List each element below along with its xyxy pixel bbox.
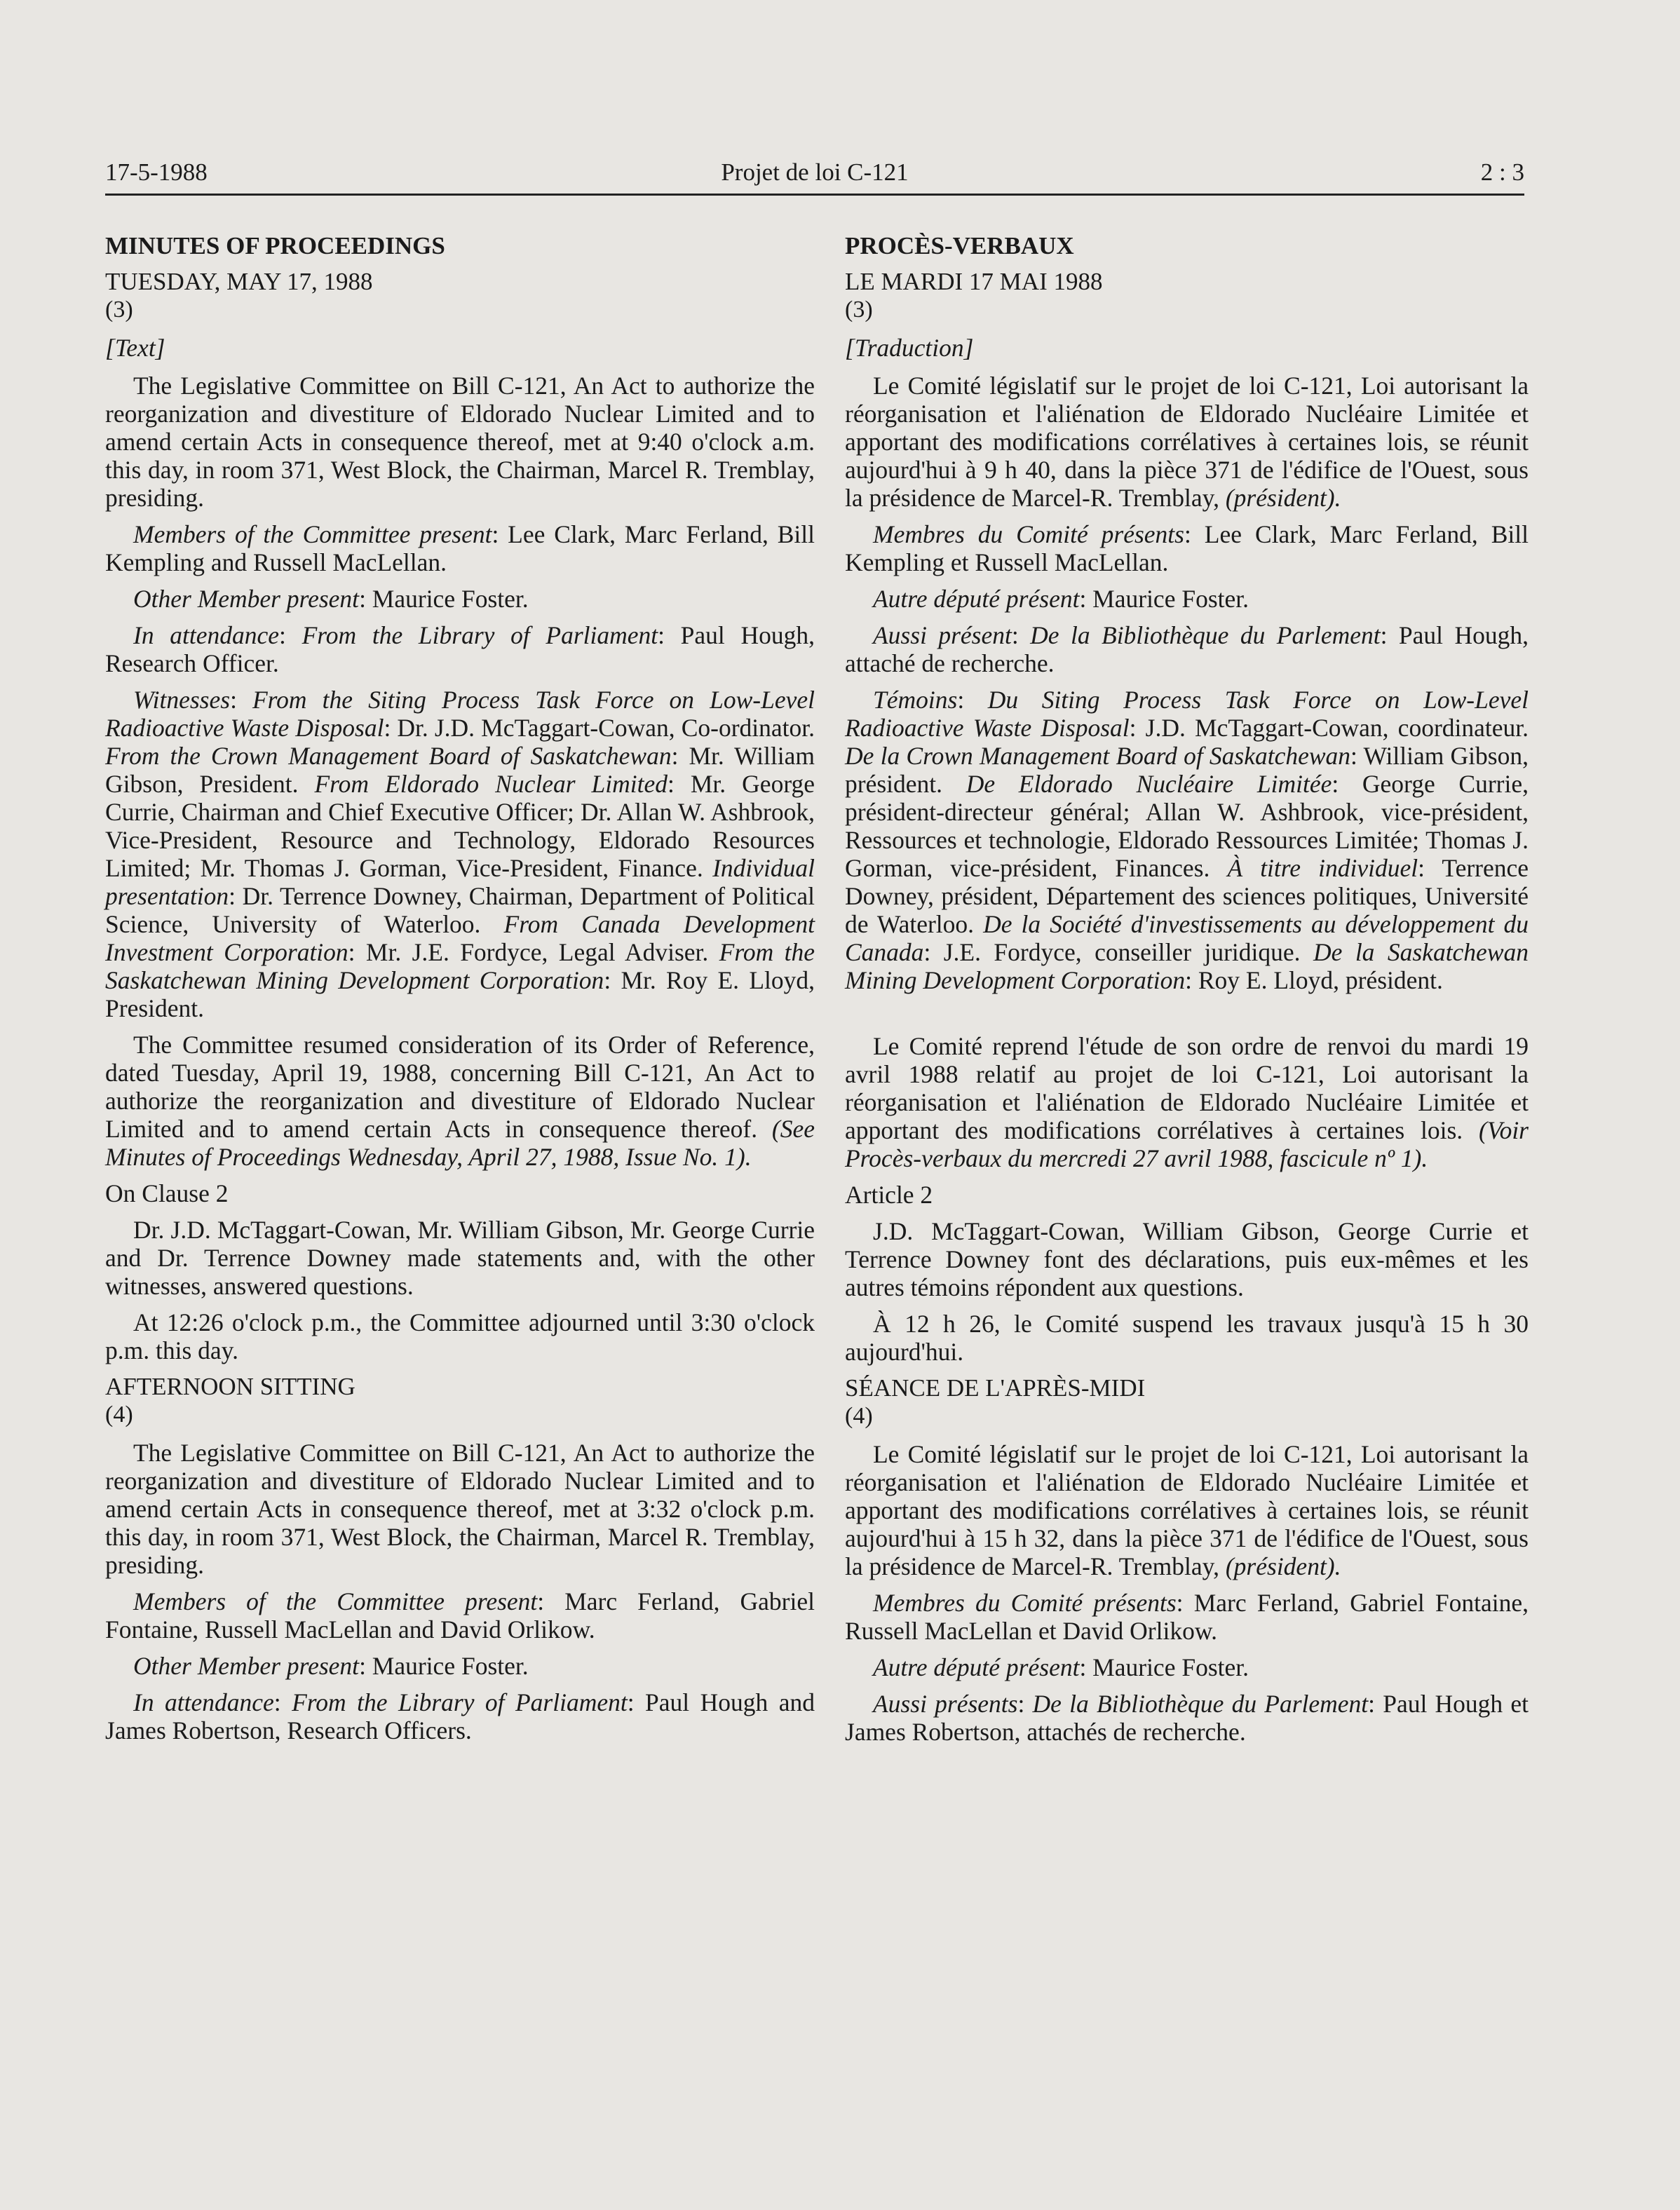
adjourn-paragraph-fr: À 12 h 26, le Comité suspend les travaux jusqu'à 15 h 30 aujourd'hui.	[845, 1310, 1529, 1366]
other-member-present-fr	[845, 585, 1529, 613]
attendance-colon-fr: :	[1011, 621, 1031, 649]
other-member-text-fr: : Maurice Foster.	[1079, 585, 1249, 613]
attendance-label: In attendance	[133, 621, 280, 649]
members-present-fr	[845, 520, 1529, 576]
order-of-reference-fr	[845, 1032, 1529, 1172]
header-title: Projet de loi C-121	[721, 158, 909, 186]
members-text: : Lee Clark, Marc Ferland, Bill Kempling and Russell MacLellan.	[105, 520, 815, 576]
witness-text-4: : Dr. Terrence Downey, Chairman, Department of Political Science, University of Waterloo.	[105, 882, 815, 938]
witnesses-colon-fr: :	[957, 686, 988, 714]
attendance-label-2-fr: Aussi présents	[873, 1690, 1018, 1718]
witness-text-5-fr: : J.E. Fordyce, conseiller juridique.	[923, 938, 1313, 966]
members-present-2-fr	[845, 1589, 1529, 1645]
attendance-colon-2: :	[273, 1688, 292, 1716]
witness-org-4-fr: À titre individuel	[1227, 854, 1418, 882]
attendance-colon-2-fr: :	[1017, 1690, 1033, 1718]
attendance-label-2: In attendance	[133, 1688, 274, 1716]
witness-text-3-fr: : George Currie, président-directeur général; Allan W. Ashbrook, vice-président, Ressources et technologie, Eldorado Ressources Limitée; Thomas J. Gorman, vice-président, Finances.	[845, 770, 1529, 882]
order-ref-fr: (Voir Procès-verbaux du mercredi 27 avril 1988, fascicule nº 1).	[845, 1116, 1529, 1172]
opening-paragraph-fr	[845, 372, 1529, 512]
attendance-colon: :	[279, 621, 302, 649]
witnesses-label-fr: Témoins	[873, 686, 958, 714]
witness-org-6-fr: De la Saskatchewan Mining Development Corporation	[845, 938, 1529, 994]
members-present-2	[105, 1587, 815, 1643]
other-member-label-fr: Autre député présent	[873, 585, 1080, 613]
text-tag: [Text]	[105, 334, 165, 362]
attendance-from: From the Library of Parliament	[302, 621, 658, 649]
witness-org-1: From the Siting Process Task Force on Low-Level Radioactive Waste Disposal	[105, 686, 815, 742]
witness-text-6: : Mr. Roy E. Lloyd, President.	[105, 966, 815, 1022]
afternoon-heading: AFTERNOON SITTING	[105, 1373, 355, 1400]
witness-org-3-fr: De Eldorado Nucléaire Limitée	[966, 770, 1332, 798]
french-column	[845, 231, 1529, 1754]
in-attendance-2-fr	[845, 1690, 1529, 1746]
attendance-text-fr: : Paul Hough, attaché de recherche.	[845, 621, 1529, 677]
afternoon-text-fr: Le Comité législatif sur le projet de loi C-121, Loi autorisant la réorganisation et l'aliénation de Eldorado Nucléaire Limitée et apportant des modifications corrélatives à certaines lois, se réunit aujourd'hui à 15 h 32, dans la pièce 371 de l'édifice de l'Ouest, sous la présidence de Marcel-R. Tremblay,	[845, 1440, 1529, 1580]
other-member-label: Other Member present	[133, 585, 360, 613]
statements-paragraph-fr: J.D. McTaggart-Cowan, William Gibson, George Currie et Terrence Downey font des déclarations, puis eux-mêmes et les autres témoins répondent aux questions.	[845, 1217, 1529, 1301]
afternoon-heading-fr: SÉANCE DE L'APRÈS-MIDI	[845, 1374, 1146, 1402]
attendance-from-2: From the Library of Parliament	[292, 1688, 628, 1716]
order-of-reference	[105, 1031, 815, 1171]
proces-verbaux-heading: PROCÈS-VERBAUX	[845, 232, 1074, 259]
other-member-present	[105, 585, 815, 613]
witness-org-5-fr: De la Société d'investissements au développement du Canada	[845, 910, 1529, 966]
afternoon-opening: The Legislative Committee on Bill C-121, An Act to authorize the reorganization and divestiture of Eldorado Nuclear Limited and to amend certain Acts in consequence thereof, met at 3:32 o'clock p.m. this day, in room 371, West Block, the Chairman, Marcel R. Tremblay, presiding.	[105, 1439, 815, 1579]
members-label-2: Members of the Committee present	[133, 1587, 538, 1615]
witness-text-5: : Mr. J.E. Fordyce, Legal Adviser.	[348, 938, 719, 966]
witness-org-2-fr: De la Crown Management Board of Saskatchewan	[845, 742, 1351, 770]
members-label-fr: Membres du Comité présents	[873, 520, 1184, 548]
other-member-label-2-fr: Autre député présent	[873, 1653, 1080, 1681]
order-text: The Committee resumed consideration of its Order of Reference, dated Tuesday, April 19, 1988, concerning Bill C-121, An Act to authorize the reorganization and divestiture of Eldorado Nuclear Limited and to amend certain Acts in consequence thereof.	[105, 1031, 815, 1143]
members-label: Members of the Committee present	[133, 520, 492, 548]
afternoon-opening-fr	[845, 1440, 1529, 1580]
attendance-text-2-fr: : Paul Hough et James Robertson, attachés de recherche.	[845, 1690, 1529, 1746]
witness-org-4: Individual presentation	[105, 854, 815, 910]
witness-org-1-fr: Du Siting Process Task Force on Low-Level Radioactive Waste Disposal	[845, 686, 1529, 742]
opening-paragraph: The Legislative Committee on Bill C-121, An Act to authorize the reorganization and divestiture of Eldorado Nuclear Limited and to amend certain Acts in consequence thereof, met at 9:40 o'clock a.m. this day, in room 371, West Block, the Chairman, Marcel R. Tremblay, presiding.	[105, 372, 815, 512]
other-member-text-2: : Maurice Foster.	[359, 1652, 529, 1680]
members-text-2-fr: : Marc Ferland, Gabriel Fontaine, Russell MacLellan et David Orlikow.	[845, 1589, 1529, 1645]
other-member-text-2-fr: : Maurice Foster.	[1079, 1653, 1249, 1681]
meeting-number: (3)	[105, 297, 133, 323]
opening-end-fr: (président).	[1225, 484, 1341, 512]
other-member-text: : Maurice Foster.	[359, 585, 529, 613]
afternoon-number-fr: (4)	[845, 1403, 873, 1429]
witness-text-1-fr: : J.D. McTaggart-Cowan, coordinateur.	[1129, 714, 1529, 742]
members-text-fr: : Lee Clark, Marc Ferland, Bill Kempling et Russell MacLellan.	[845, 520, 1529, 576]
attendance-text: : Paul Hough, Research Officer.	[105, 621, 815, 677]
witnesses	[105, 686, 815, 1022]
translation-tag: [Traduction]	[845, 334, 974, 362]
meeting-number-fr: (3)	[845, 297, 873, 323]
page-header	[105, 158, 1524, 195]
in-attendance	[105, 621, 815, 677]
witness-org-2: From the Crown Management Board of Saskatchewan	[105, 742, 672, 770]
witnesses-label: Witnesses	[133, 686, 231, 714]
paragraph-gap	[845, 1003, 1529, 1032]
witnesses-colon: :	[230, 686, 252, 714]
members-label-2-fr: Membres du Comité présents	[873, 1589, 1177, 1617]
header-page-number: 2 : 3	[1480, 158, 1524, 186]
attendance-label-fr: Aussi présent	[873, 621, 1012, 649]
attendance-from-2-fr: De la Bibliothèque du Parlement	[1032, 1690, 1369, 1718]
afternoon-number: (4)	[105, 1402, 133, 1428]
in-attendance-fr	[845, 621, 1529, 677]
witness-text-4-fr: : Terrence Downey, président, Département des sciences politiques, Université de Waterloo.	[845, 854, 1529, 938]
witness-text-3: : Mr. George Currie, Chairman and Chief Executive Officer; Dr. Allan W. Ashbrook, Vice-President, Resource and Technology, Eldorado Resources Limited; Mr. Thomas J. Gorman, Vice-President, Finance.	[105, 770, 815, 882]
witness-text-1: : Dr. J.D. McTaggart-Cowan, Co-ordinator.	[384, 714, 815, 742]
english-column	[105, 231, 815, 1753]
minutes-heading: MINUTES OF PROCEEDINGS	[105, 232, 445, 259]
order-ref: (See Minutes of Proceedings Wednesday, April 27, 1988, Issue No. 1).	[105, 1115, 815, 1171]
opening-text-fr: Le Comité législatif sur le projet de loi C-121, Loi autorisant la réorganisation et l'aliénation de Eldorado Nucléaire Limitée et apportant des modifications corrélatives à certaines lois, se réunit aujourd'hui à 9 h 40, dans la pièce 371 de l'édifice de l'Ouest, sous la présidence de Marcel-R. Tremblay,	[845, 372, 1529, 512]
meeting-date-fr: LE MARDI 17 MAI 1988	[845, 268, 1103, 295]
witness-org-5: From Canada Development Investment Corporation	[105, 910, 815, 966]
witness-text-6-fr: : Roy E. Lloyd, président.	[1185, 966, 1443, 994]
witness-org-3: From Eldorado Nuclear Limited	[314, 770, 668, 798]
witness-text-2-fr: : William Gibson, président.	[845, 742, 1529, 798]
other-member-present-2-fr	[845, 1653, 1529, 1681]
afternoon-end-fr: (président).	[1225, 1552, 1341, 1580]
witnesses-fr	[845, 686, 1529, 994]
attendance-text-2: : Paul Hough and James Robertson, Research Officers.	[105, 1688, 815, 1744]
adjourn-paragraph: At 12:26 o'clock p.m., the Committee adjourned until 3:30 o'clock p.m. this day.	[105, 1308, 815, 1364]
clause-label-fr: Article 2	[845, 1181, 933, 1209]
other-member-label-2: Other Member present	[133, 1652, 360, 1680]
order-text-fr: Le Comité reprend l'étude de son ordre de renvoi du mardi 19 avril 1988 relatif au projet de loi C-121, Loi autorisant la réorganisation et l'aliénation de Eldorado Nucléaire Limitée et apportant des modifications corrélatives à certaines lois.	[845, 1032, 1529, 1144]
clause-label: On Clause 2	[105, 1179, 229, 1207]
attendance-from-fr: De la Bibliothèque du Parlement	[1030, 621, 1381, 649]
witness-org-6: From the Saskatchewan Mining Development Corporation	[105, 938, 815, 994]
other-member-present-2	[105, 1652, 815, 1680]
statements-paragraph: Dr. J.D. McTaggart-Cowan, Mr. William Gibson, Mr. George Currie and Dr. Terrence Downey made statements and, with the other witnesses, answered questions.	[105, 1216, 815, 1300]
members-text-2: : Marc Ferland, Gabriel Fontaine, Russell MacLellan and David Orlikow.	[105, 1587, 815, 1643]
header-rule	[105, 194, 1524, 196]
meeting-date: TUESDAY, MAY 17, 1988	[105, 268, 373, 295]
header-date: 17-5-1988	[105, 158, 208, 186]
witness-text-2: : Mr. William Gibson, President.	[105, 742, 815, 798]
members-present	[105, 520, 815, 576]
in-attendance-2	[105, 1688, 815, 1744]
